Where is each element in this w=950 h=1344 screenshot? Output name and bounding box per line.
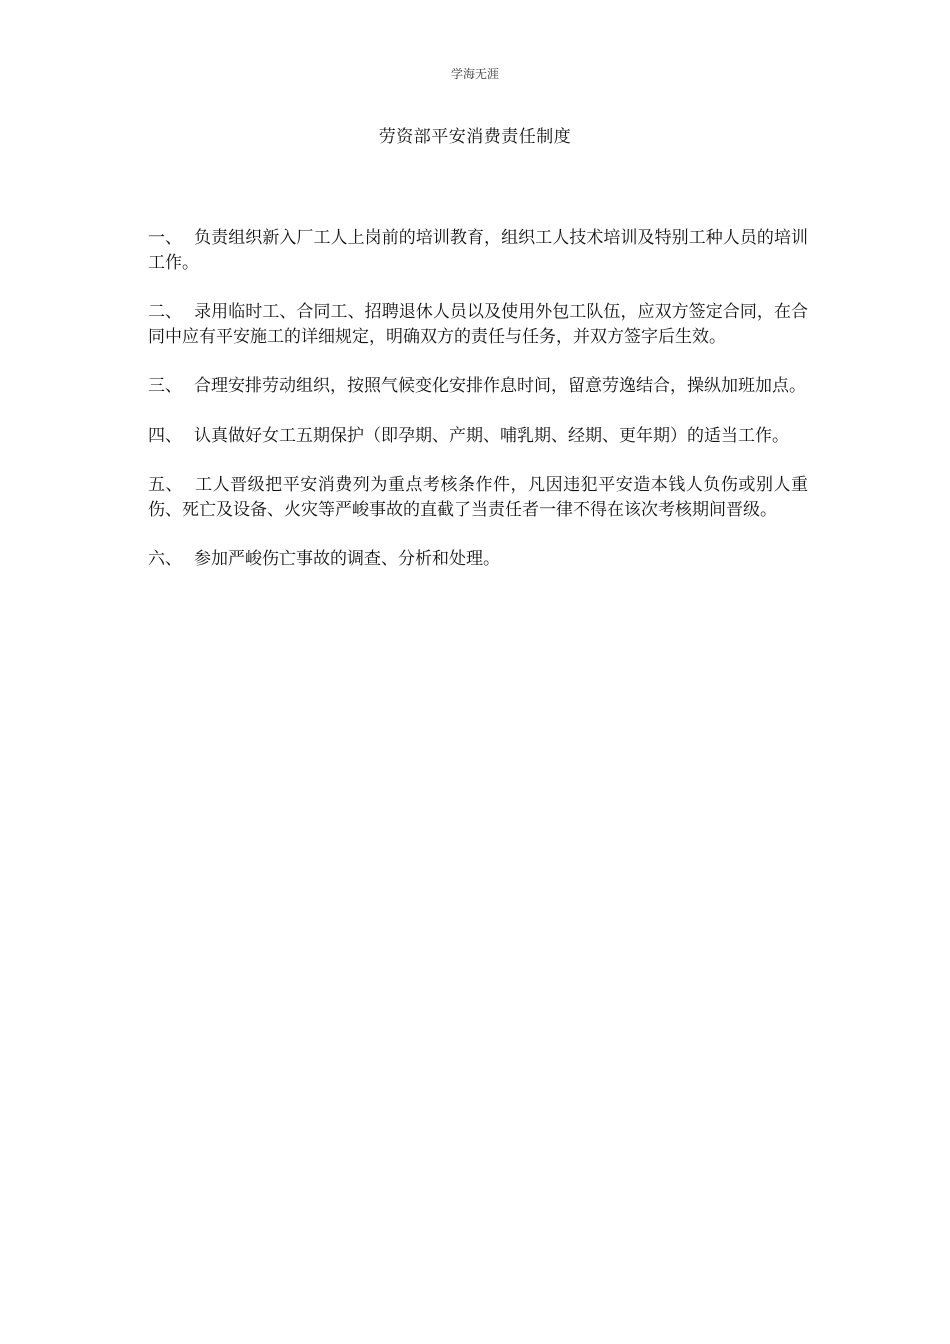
clause-text: 录用临时工、合同工、招聘退休人员以及使用外包工队伍，应双方签定合同，在合同中应有平安施工的详细规定，明确双方的责任与任务，并双方签字后生效。 <box>148 302 808 347</box>
clause-number: 四、 <box>148 425 182 446</box>
clause-text: 工人晋级把平安消费列为重点考核条作件，凡因违犯平安造本钱人负伤或别人重伤、死亡及设备、火灾等严峻事故的直截了当责任者一律不得在该次考核期间晋级。 <box>148 475 809 520</box>
clause-6 <box>148 547 808 572</box>
clause-number: 五、 <box>148 475 184 495</box>
clause-2 <box>148 300 808 349</box>
clause-3 <box>148 374 808 399</box>
clause-text: 参加严峻伤亡事故的调查、分析和处理。 <box>194 549 500 569</box>
clause-4 <box>148 424 808 449</box>
clause-text: 认真做好女工五期保护（即孕期、产期、哺乳期、经期、更年期）的适当工作。 <box>194 425 789 446</box>
clause-text: 负责组织新入厂工人上岗前的培训教育，组织工人技术培训及特别工种人员的培训工作。 <box>148 228 808 273</box>
clause-1 <box>148 226 808 275</box>
page-header: 学海无涯 <box>450 67 499 81</box>
clause-5 <box>148 473 808 522</box>
document-title: 劳资部平安消费责任制度 <box>378 127 572 147</box>
clause-number: 三、 <box>148 376 182 396</box>
clause-number: 一、 <box>148 228 183 248</box>
clause-number: 二、 <box>148 302 183 322</box>
clause-text: 合理安排劳动组织，按照气候变化安排作息时间，留意劳逸结合，操纵加班加点。 <box>194 376 806 396</box>
document-body <box>148 226 808 597</box>
clause-number: 六、 <box>148 549 182 569</box>
